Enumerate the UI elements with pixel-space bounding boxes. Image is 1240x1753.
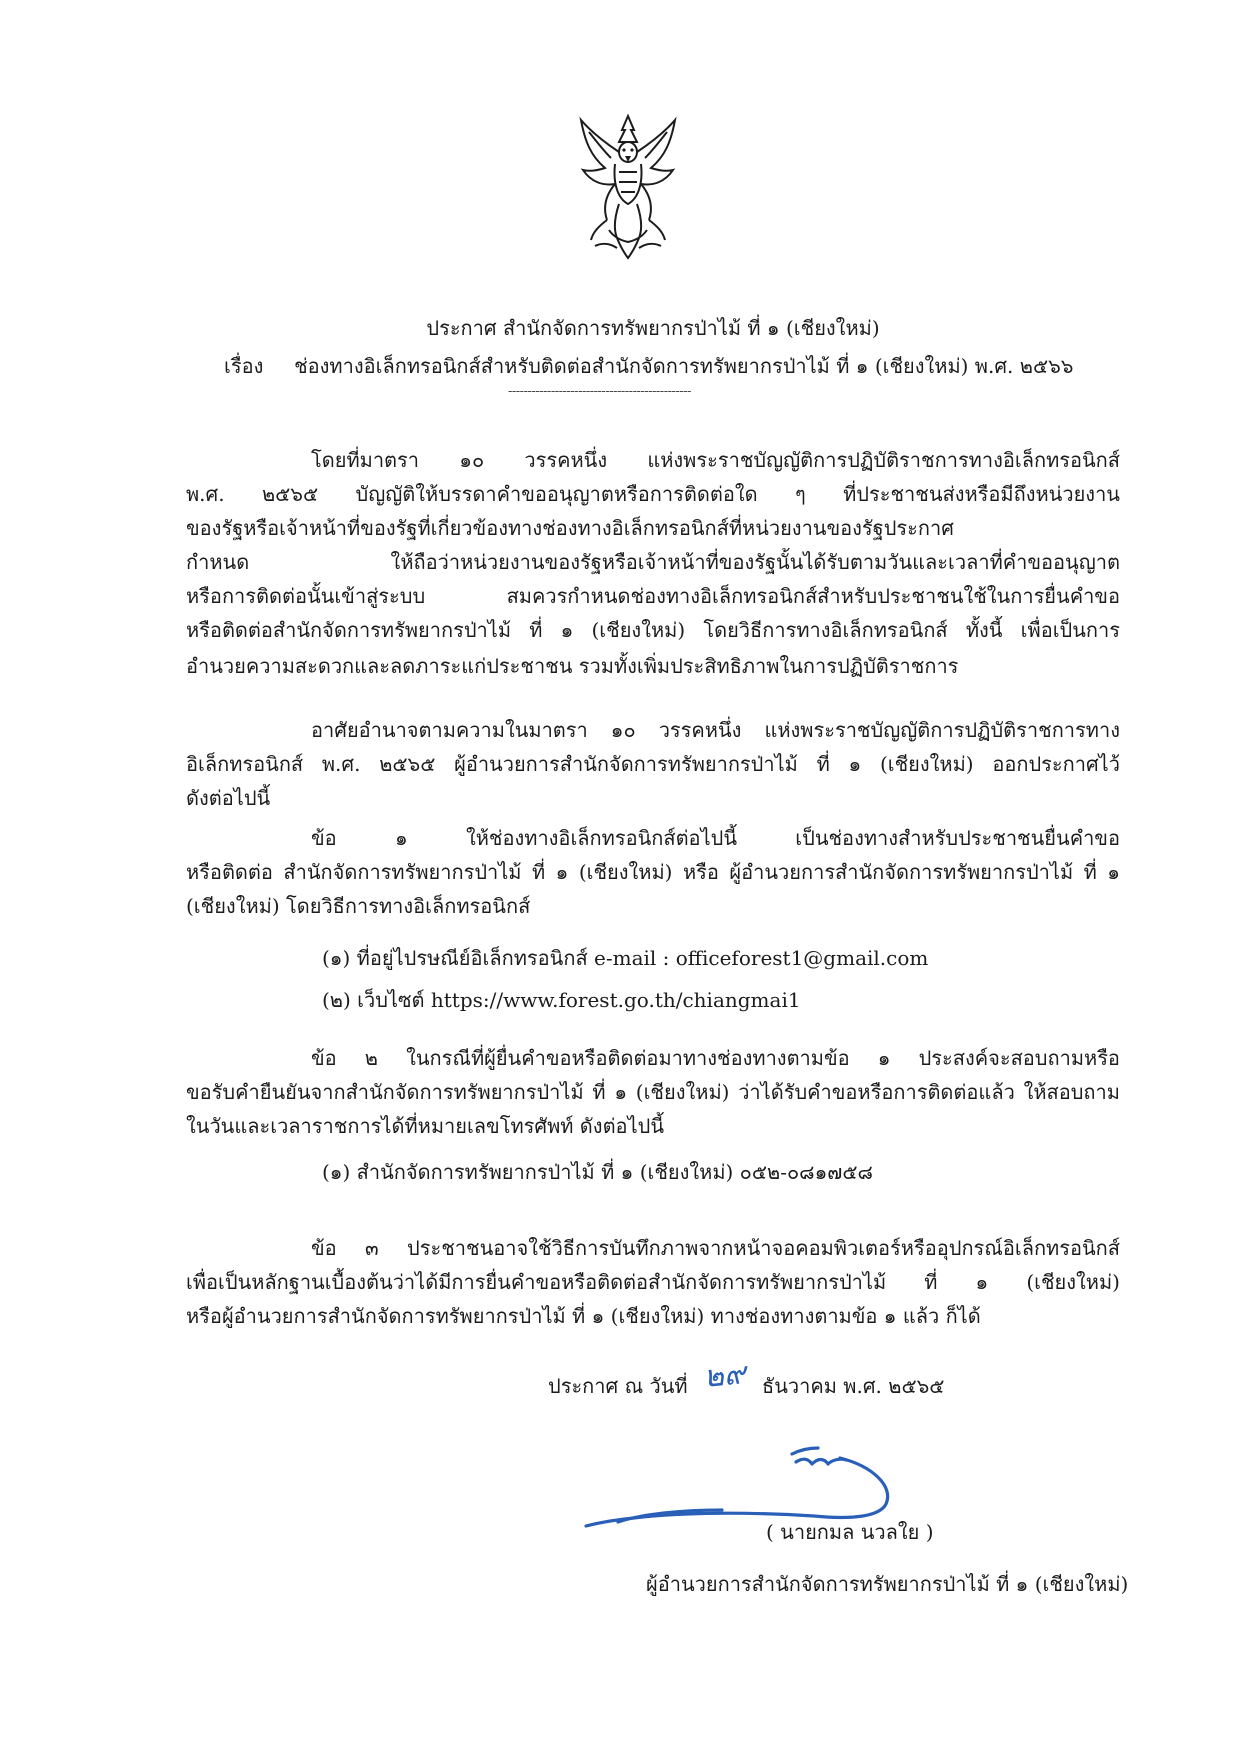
preamble-line: กำหนด ให้ถือว่าหน่วยงานของรัฐหรือเจ้าหน้าที่ของรัฐนั้นได้รับตามวันและเวลาที่คำขออนุญาต [186,550,1120,574]
authority-line: อิเล็กทรอนิกส์ พ.ศ. ๒๕๖๕ ผู้อำนวยการสำนักจัดการทรัพยากรป่าไม้ ที่ ๑ (เชียงใหม่) ออกประกาศไว้ [186,752,1120,776]
clause-1-line: หรือติดต่อ สำนักจัดการทรัพยากรป่าไม้ ที่ ๑ (เชียงใหม่) หรือ ผู้อำนวยการสำนักจัดการทรัพยากรป่าไม้ ที่ ๑ [186,860,1120,884]
subject-row [224,352,1073,380]
preamble-line: หรือติดต่อสำนักจัดการทรัพยากรป่าไม้ ที่ ๑ (เชียงใหม่) โดยวิธีการทางอิเล็กทรอนิกส์ ทั้งนี้ เพื่อเป็นการ [186,618,1120,642]
clause-3-line: เพื่อเป็นหลักฐานเบื้องต้นว่าได้มีการยื่นคำขอหรือติดต่อสำนักจัดการทรัพยากรป่าไม้ ที่ ๑ (เชียงใหม่) [186,1270,1120,1294]
clause-2-line: ข้อ ๒ ในกรณีที่ผู้ยื่นคำขอหรือติดต่อมาทางช่องทางตามข้อ ๑ ประสงค์จะสอบถามหรือ [311,1046,1120,1070]
authority-line: อาศัยอำนาจตามความในมาตรา ๑๐ วรรคหนึ่ง แห่งพระราชบัญญัติการปฏิบัติราชการทาง [311,718,1120,742]
document-title: ประกาศ สำนักจัดการทรัพยากรป่าไม้ ที่ ๑ (เชียงใหม่) [426,316,880,340]
preamble-line: พ.ศ. ๒๕๖๕ บัญญัติให้บรรดาคำขออนุญาตหรือการติดต่อใด ๆ ที่ประชาชนส่งหรือมีถึงหน่วยงาน [186,482,1120,506]
signatory-name: ( นายกมล นวลใย ) [766,1520,934,1544]
authority-line: ดังต่อไปนี้ [186,786,271,810]
preamble-line: โดยที่มาตรา ๑๐ วรรคหนึ่ง แห่งพระราชบัญญัติการปฏิบัติราชการทางอิเล็กทรอนิกส์ [311,448,1120,472]
clause-3-line: หรือผู้อำนวยการสำนักจัดการทรัพยากรป่าไม้ ที่ ๑ (เชียงใหม่) ทางช่องทางตามข้อ ๑ แล้ว ก็ได้ [186,1304,981,1328]
phone-contact-item: (๑) สำนักจัดการทรัพยากรป่าไม้ ที่ ๑ (เชียงใหม่) ๐๕๒-๐๘๑๗๕๘ [322,1160,873,1184]
signatory-position: ผู้อำนวยการสำนักจัดการทรัพยากรป่าไม้ ที่ ๑ (เชียงใหม่) [646,1572,1129,1596]
preamble-line: หรือการติดต่อนั้นเข้าสู่ระบบ สมควรกำหนดช่องทางอิเล็กทรอนิกส์สำหรับประชาชนใช้ในการยื่นคำขอ [186,584,1120,608]
subject-text: ช่องทางอิเล็กทรอนิกส์สำหรับติดต่อสำนักจัดการทรัพยากรป่าไม้ ที่ ๑ (เชียงใหม่) พ.ศ. ๒๕๖๖ [294,354,1074,378]
garuda-emblem-icon [569,112,687,262]
handwritten-day: ๒๙ [702,1355,748,1396]
email-channel-item: (๑) ที่อยู่ไปรษณีย์อิเล็กทรอนิกส์ e-mail : officeforest1@gmail.com [322,946,929,970]
date-prefix: ประกาศ ณ วันที่ [548,1374,688,1398]
website-channel-item: (๒) เว็บไซต์ https://www.forest.go.th/chiangmai1 [322,988,801,1012]
clause-2-line: ในวันและเวลาราชการได้ที่หมายเลขโทรศัพท์ ดังต่อไปนี้ [186,1114,664,1138]
subject-label: เรื่อง [224,354,264,378]
date-suffix: ธันวาคม พ.ศ. ๒๕๖๕ [762,1374,945,1398]
preamble-line: ของรัฐหรือเจ้าหน้าที่ของรัฐที่เกี่ยวข้องทางช่องทางอิเล็กทรอนิกส์ที่หน่วยงานของรัฐประกาศ [186,516,954,540]
clause-3-line: ข้อ ๓ ประชาชนอาจใช้วิธีการบันทึกภาพจากหน้าจอคอมพิวเตอร์หรืออุปกรณ์อิเล็กทรอนิกส์ [311,1236,1120,1260]
clause-2-line: ขอรับคำยืนยันจากสำนักจัดการทรัพยากรป่าไม้ ที่ ๑ (เชียงใหม่) ว่าได้รับคำขอหรือการติดต่อแล้ว ให้สอบถาม [186,1080,1120,1104]
title-separator: ----------------------------------------------- [508,384,691,399]
preamble-line: อำนวยความสะดวกและลดภาระแก่ประชาชน รวมทั้งเพิ่มประสิทธิภาพในการปฏิบัติราชการ [186,654,959,678]
announcement-date [548,1355,945,1400]
clause-1-line: ข้อ ๑ ให้ช่องทางอิเล็กทรอนิกส์ต่อไปนี้ เป็นช่องทางสำหรับประชาชนยื่นคำขอ [311,826,1120,850]
clause-1-line: (เชียงใหม่) โดยวิธีการทางอิเล็กทรอนิกส์ [186,894,531,918]
